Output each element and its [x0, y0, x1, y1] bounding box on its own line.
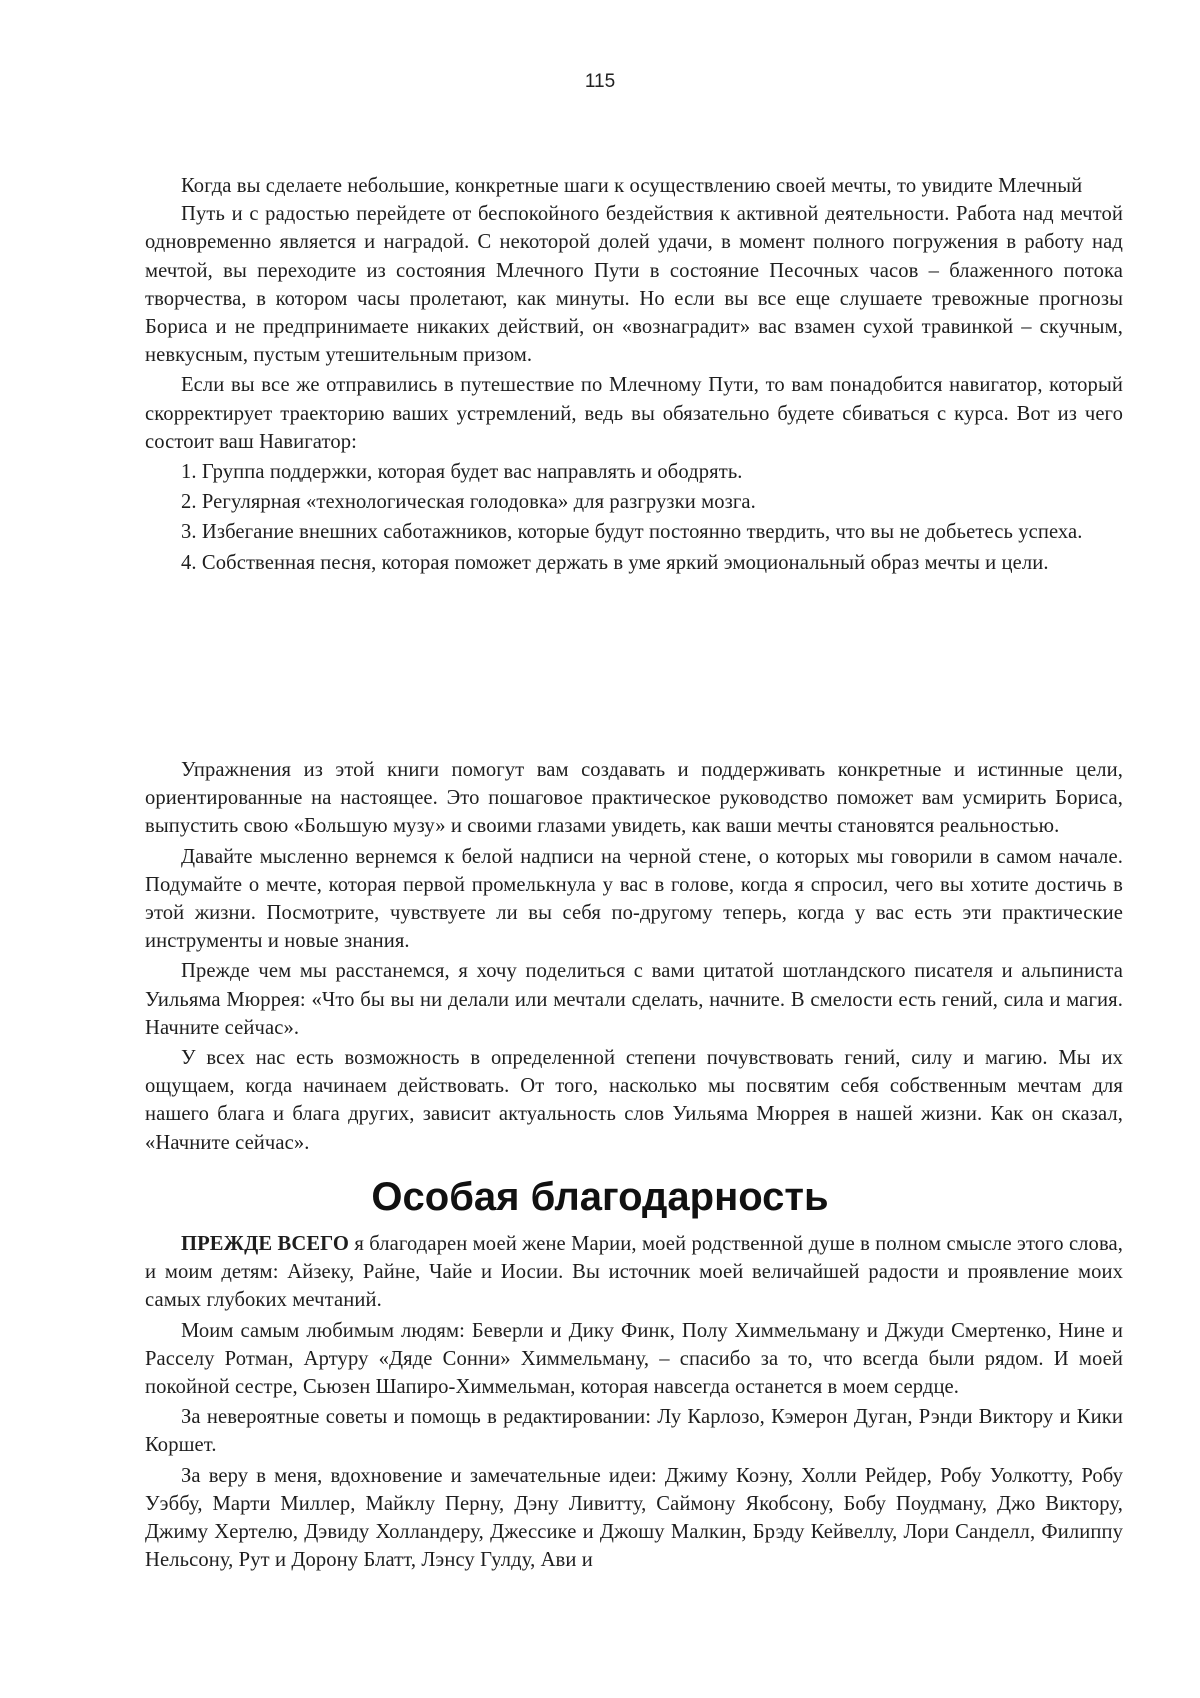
- lead-text: я благодарен моей жене Марии, моей родственной душе в полном смысле этого слова, и моим детям: Айзеку, Райне, Чайе и Иосии. Вы источник моей величайшей радости и проявление моих самых глубоких мечтаний.: [145, 1233, 1123, 1312]
- paragraph: Прежде чем мы расстанемся, я хочу поделиться с вами цитатой шотландского писателя и альпиниста Уильяма Мюррея: «Что бы вы ни делали или мечтали сделать, начните. В смелости есть гений, сила и магия. Начните сейчас».: [145, 960, 1123, 1039]
- list-item: 4. Собственная песня, которая поможет держать в уме яркий эмоциональный образ мечты и цели.: [181, 551, 1049, 574]
- list-item: 2. Регулярная «технологическая голодовка» для разгрузки мозга.: [181, 491, 756, 514]
- paragraph: [145, 1230, 1123, 1315]
- page-number: 115: [584, 71, 616, 92]
- paragraph: За веру в меня, вдохновение и замечательные идеи: Джиму Коэну, Холли Рейдер, Робу Уолкотту, Робу Уэббу, Марти Миллер, Майклу Перну, Дэну Ливитту, Саймону Якобсону, Бобу Поудману, Джо Виктору, Джиму Хертелю, Дэвиду Холландеру, Джессике и Джошу Малкин, Брэду Кейвеллу, Лори Санделл, Филиппу Нельсону, Рут и Дорону Блатт, Лэнсу Гулду, Ави и: [145, 1464, 1123, 1572]
- section-heading: Особая благодарность: [371, 1175, 829, 1219]
- lead-bold-text: ПРЕЖДЕ ВСЕГО: [181, 1233, 349, 1255]
- paragraph: Если вы все же отправились в путешествие по Млечному Пути, то вам понадобится навигатор, который скорректирует траекторию ваших устремлений, ведь вы обязательно будете сбиваться с курса. Вот из чего состоит ваш Навигатор:: [145, 374, 1123, 453]
- paragraph: Моим самым любимым людям: Беверли и Дику Финк, Полу Химмельману и Джуди Смертенко, Нине и Расселу Ротман, Артуру «Дяде Сонни» Химмельману, – спасибо за то, что всегда были рядом. И моей покойной сестре, Сьюзен Шапиро-Химмельман, которая навсегда останется в моем сердце.: [145, 1319, 1123, 1399]
- list-item: 3. Избегание внешних саботажников, которые будут постоянно твердить, что вы не добьетесь успеха.: [181, 521, 1083, 544]
- paragraph: Давайте мысленно вернемся к белой надписи на черной стене, о которых мы говорили в самом начале. Подумайте о мечте, которая первой промелькнула у вас в голове, когда я спросил, чего вы хотите достичь в этой жизни. Посмотрите, чувствуете ли вы себя по-другому теперь, когда у вас есть эти практические инструменты и новые знания.: [145, 845, 1123, 953]
- list-item: 1. Группа поддержки, которая будет вас направлять и ободрять.: [181, 461, 743, 484]
- paragraph: У всех нас есть возможность в определенной степени почувствовать гений, силу и магию. Мы их ощущаем, когда начинаем действовать. От того, насколько мы посвятим себя собственным мечтам для нашего блага и блага других, зависит актуальность слов Уильяма Мюррея в нашей жизни. Как он сказал, «Начните сейчас».: [145, 1047, 1123, 1154]
- paragraph: Упражнения из этой книги помогут вам создавать и поддерживать конкретные и истинные цели, ориентированные на настоящее. Это пошаговое практическое руководство поможет вам усмирить Бориса, выпустить свою «Большую музу» и своими глазами увидеть, как ваши мечты становятся реальностью.: [145, 759, 1123, 838]
- section-navigator: [145, 170, 1123, 577]
- paragraph: Когда вы сделаете небольшие, конкретные шаги к осуществлению своей мечты, то увидите Млечный: [181, 175, 1083, 197]
- section-acknowledgements: [145, 1228, 1123, 1574]
- section-conclusion: [145, 754, 1123, 1157]
- paragraph: За невероятные советы и помощь в редактировании: Лу Карлозо, Кэмерон Дуган, Рэнди Виктору и Кики Коршет.: [145, 1406, 1123, 1457]
- paragraph: Путь и с радостью перейдете от беспокойного бездействия к активной деятельности. Работа над мечтой одновременно является и наградой. С некоторой долей удачи, в момент полного погружения в работу над мечтой, вы переходите из состояния Млечного Пути в состояние Песочных часов – блаженного потока творчества, в котором часы пролетают, как минуты. Но если вы все еще слушаете тревожные прогнозы Бориса и не предпринимаете никаких действий, он «вознаградит» вас взамен сухой травинкой – скучным, невкусным, пустым утешительным призом.: [145, 203, 1123, 367]
